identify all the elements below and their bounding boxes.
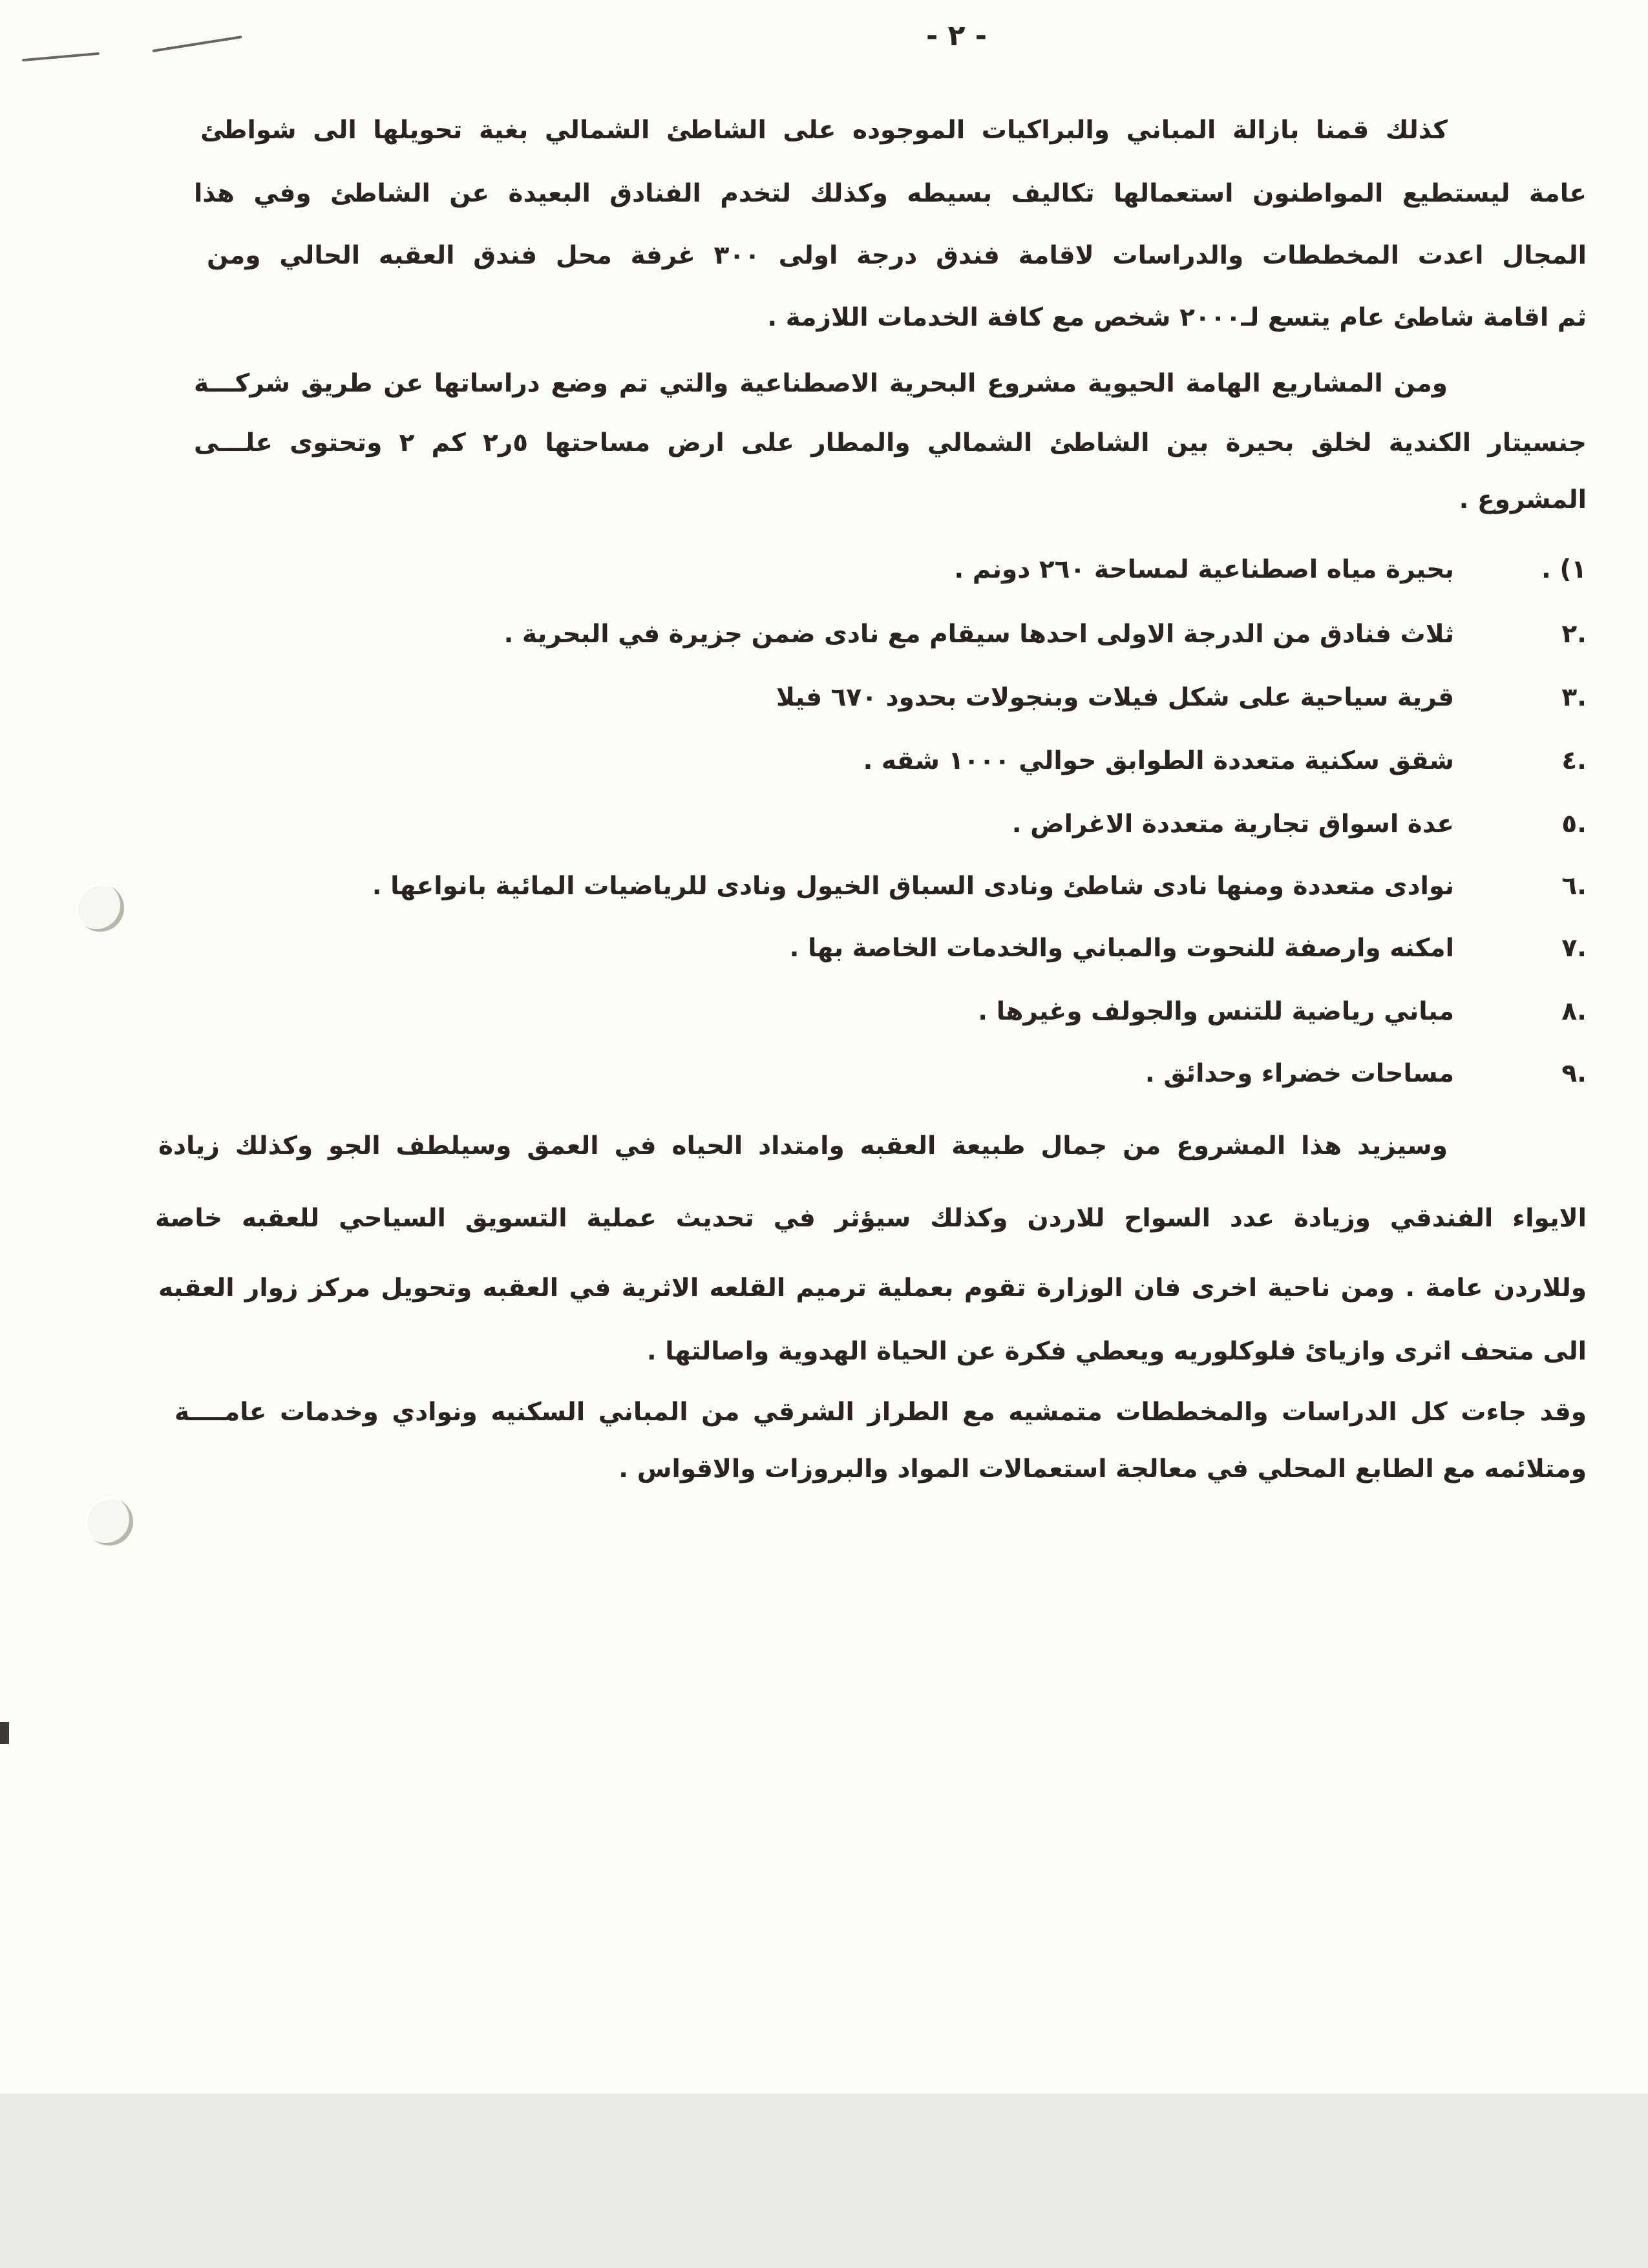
list-item bbox=[0, 870, 1648, 908]
list-item-number: ١) . bbox=[1541, 555, 1587, 584]
list-item-number: .٩ bbox=[1561, 1059, 1587, 1088]
list-item-number: .٧ bbox=[1561, 934, 1587, 963]
list-item-text: مباني رياضية للتنس والجولف وغيرها . bbox=[978, 997, 1454, 1026]
list-item-text: بحيرة مياه اصطناعية لمساحة ٢٦٠ دونم . bbox=[954, 555, 1454, 584]
list-item bbox=[0, 744, 1648, 783]
paragraph-4-line-1: وقد جاءت كل الدراسات والمخططات متمشيه مع الطراز الشرقي من المباني السكنيه ونوادي وخدمات عامــــة bbox=[174, 1398, 1587, 1427]
list-item-number: .٢ bbox=[1561, 620, 1587, 649]
list-item bbox=[0, 808, 1648, 846]
paragraph-1-line-2: عامة ليستطيع المواطنون استعمالها تكاليف بسيطه وكذلك لتخدم الفنادق البعيدة عن الشاطئ وفي هذا bbox=[194, 179, 1587, 208]
list-item-text: قرية سياحية على شكل فيلات وبنجولات بحدود ٦٧٠ فيلا bbox=[776, 683, 1454, 712]
page-number: - ٢ - bbox=[925, 19, 988, 52]
list-item bbox=[0, 932, 1648, 971]
paragraph-3-line-1: وسيزيد هذا المشروع من جمال طبيعة العقبه وامتداد الحياه في العمق وسيلطف الجو وكذلك زيادة bbox=[158, 1131, 1448, 1160]
scan-bottom-strip bbox=[0, 2094, 1648, 2268]
paragraph-2-line-3: المشروع . bbox=[1459, 485, 1587, 514]
list-item-number: .٥ bbox=[1561, 810, 1587, 839]
paragraph-4-line-2: ومتلائمه مع الطابع المحلي في معالجة استعمالات المواد والبروزات والاقواس . bbox=[618, 1454, 1587, 1484]
list-item-number: .٨ bbox=[1561, 997, 1587, 1026]
list-item-number: .٦ bbox=[1561, 872, 1587, 901]
pen-stroke-mark bbox=[22, 52, 100, 61]
pen-stroke-mark bbox=[153, 36, 242, 52]
punch-hole bbox=[76, 884, 124, 932]
list-item-text: نوادى متعددة ومنها نادى شاطئ ونادى السباق الخيول ونادى للرياضيات المائية بانواعها . bbox=[372, 872, 1454, 901]
list-item-number: .٣ bbox=[1561, 683, 1587, 712]
scan-edge-mark bbox=[0, 1722, 9, 1744]
paragraph-1-line-1: كذلك قمنا بازالة المباني والبراكيات الموجوده على الشاطئ الشمالي بغية تحويلها الى شواطئ bbox=[200, 116, 1448, 145]
paragraph-3-line-3: وللاردن عامة . ومن ناحية اخرى فان الوزارة تقوم بعملية ترميم القلعه الاثرية في العقبه وتحويل مركز زوار العقبه bbox=[158, 1274, 1587, 1303]
list-item bbox=[0, 995, 1648, 1034]
paragraph-1-line-3: المجال اعدت المخططات والدراسات لاقامة فندق درجة اولى ٣٠٠ غرفة محل فندق العقبه الحالي ومن bbox=[207, 241, 1587, 270]
list-item bbox=[0, 618, 1648, 656]
list-item-text: ثلاث فنادق من الدرجة الاولى احدها سيقام مع نادى ضمن جزيرة في البحرية . bbox=[503, 620, 1454, 649]
paragraph-1-line-4: ثم اقامة شاطئ عام يتسع لـ٢٠٠٠ شخص مع كافة الخدمات اللازمة . bbox=[767, 303, 1587, 332]
list-item bbox=[0, 681, 1648, 720]
list-item-text: مساحات خضراء وحدائق . bbox=[1145, 1059, 1454, 1088]
paragraph-2-line-2: جنسيتار الكندية لخلق بحيرة بين الشاطئ الشمالي والمطار على ارض مساحتها ٥ر٢ كم ٢ وتحتوى علـــى bbox=[194, 428, 1587, 457]
list-item-number: .٤ bbox=[1561, 746, 1587, 775]
list-item bbox=[0, 1057, 1648, 1096]
punch-hole bbox=[85, 1498, 133, 1546]
paragraph-2-line-1: ومن المشاريع الهامة الحيوية مشروع البحرية الاصطناعية والتي تم وضع دراساتها عن طريق شركـــة bbox=[194, 369, 1448, 398]
list-item bbox=[0, 553, 1648, 592]
paragraph-3-line-2: الايواء الفندقي وزيادة عدد السواح للاردن وكذلك سيؤثر في تحديث عملية التسويق السياحي للعقبه خاصة bbox=[155, 1204, 1587, 1233]
list-item-text: شقق سكنية متعددة الطوابق حوالي ١٠٠٠ شقه . bbox=[863, 746, 1454, 775]
list-item-text: عدة اسواق تجارية متعددة الاغراض . bbox=[1011, 810, 1454, 839]
paragraph-3-line-4: الى متحف اثرى وازيائ فلوكلوريه ويعطي فكرة عن الحياة الهدوية واصالتها . bbox=[646, 1337, 1587, 1366]
list-item-text: امكنه وارصفة للنحوت والمباني والخدمات الخاصة بها . bbox=[789, 934, 1454, 963]
